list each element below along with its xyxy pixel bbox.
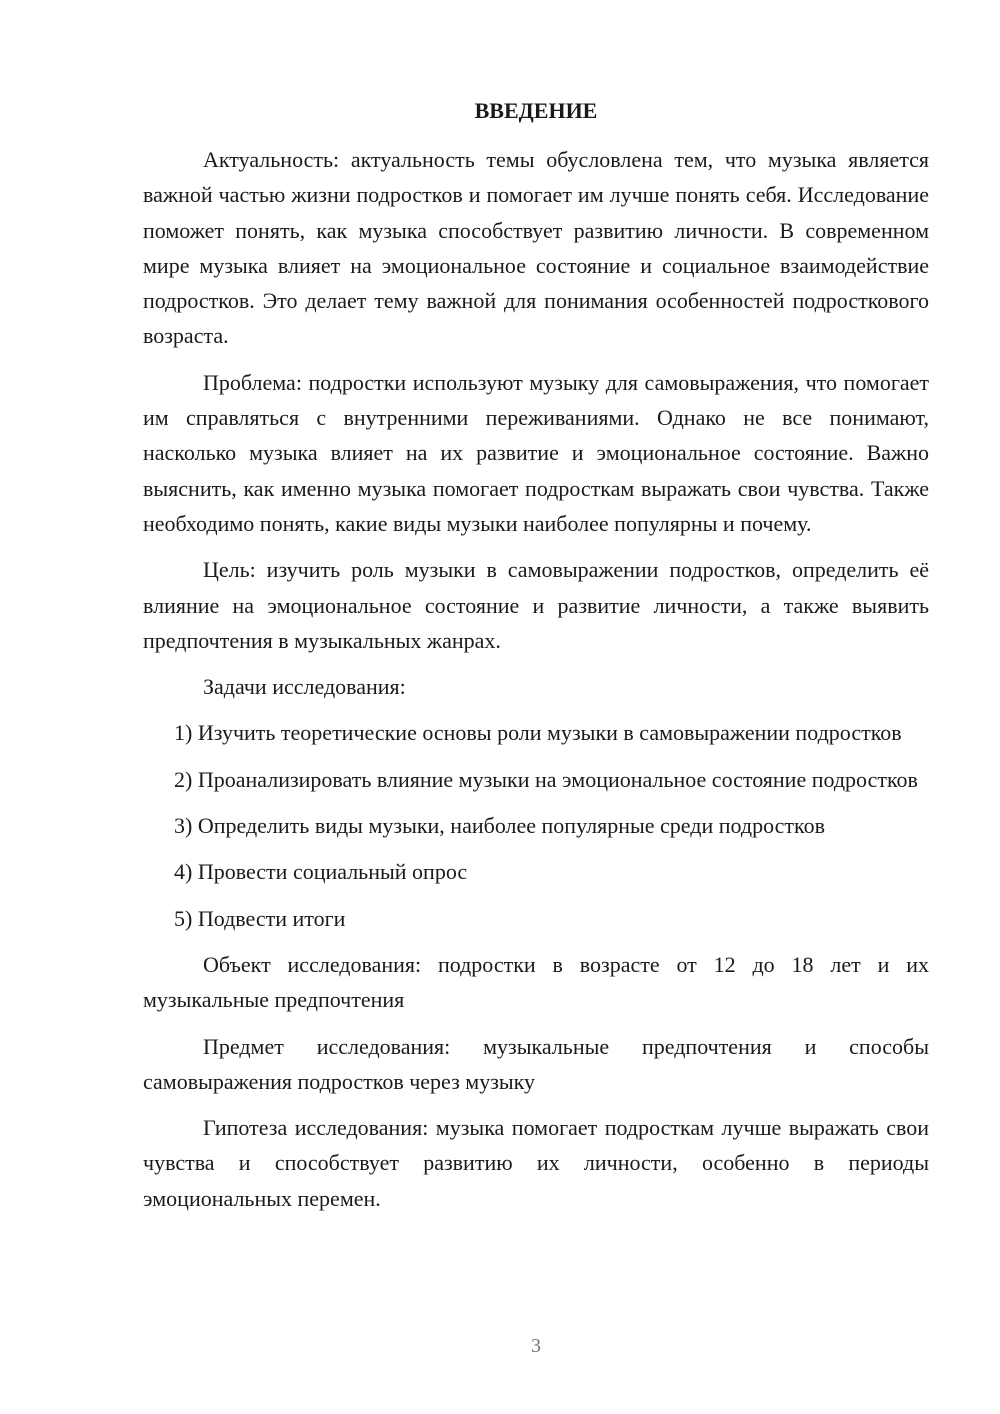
task-item-2: 2) Проанализировать влияние музыки на эмоциональное состояние подростков <box>174 766 918 792</box>
goal-paragraph: Цель: изучить роль музыки в самовыражении подростков, определить её влияние на эмоциональное состояние и развитие личности, а также выявить предпочтения в музыкальных жанрах. <box>143 557 929 653</box>
task-item-1: 1) Изучить теоретические основы роли музыки в самовыражении подростков <box>174 720 902 746</box>
problem-paragraph: Проблема: подростки используют музыку для самовыражения, что помогает им справляться с внутренними переживаниями. Однако не все понимают, насколько музыка влияет на их развитие и эмоциональное состояние. Важно выяснить, как именно музыка помогает подросткам выражать свои чувства. Также необходимо понять, какие виды музыки наиболее популярны и почему. <box>143 369 929 536</box>
task-item-5: 5) Подвести итоги <box>174 905 346 931</box>
page-number: 3 <box>531 1335 541 1357</box>
hypothesis-paragraph: Гипотеза исследования: музыка помогает подросткам лучше выражать свои чувства и способствует развитию их личности, особенно в периоды эмоциональных перемен. <box>143 1115 929 1211</box>
subject-paragraph: Предмет исследования: музыкальные предпочтения и способы самовыражения подростков через музыку <box>143 1033 929 1094</box>
object-paragraph: Объект исследования: подростки в возрасте от 12 до 18 лет и их музыкальные предпочтения <box>143 951 929 1013</box>
page-title: ВВЕДЕНИЕ <box>474 98 598 123</box>
task-item-3: 3) Определить виды музыки, наиболее популярные среди подростков <box>174 813 825 839</box>
document-page <box>143 0 929 1414</box>
relevance-paragraph: Актуальность: актуальность темы обусловлена тем, что музыка является важной частью жизни подростков и помогает им лучше понять себя. Исследование поможет понять, как музыка способствует развитию личности. В современном мире музыка влияет на эмоциональное состояние и социальное взаимодействие подростков. Это делает тему важной для понимания особенностей подросткового возраста. <box>143 147 929 349</box>
task-item-4: 4) Провести социальный опрос <box>174 859 468 885</box>
tasks-heading: Задачи исследования: <box>203 674 406 700</box>
document-body <box>143 142 929 1227</box>
